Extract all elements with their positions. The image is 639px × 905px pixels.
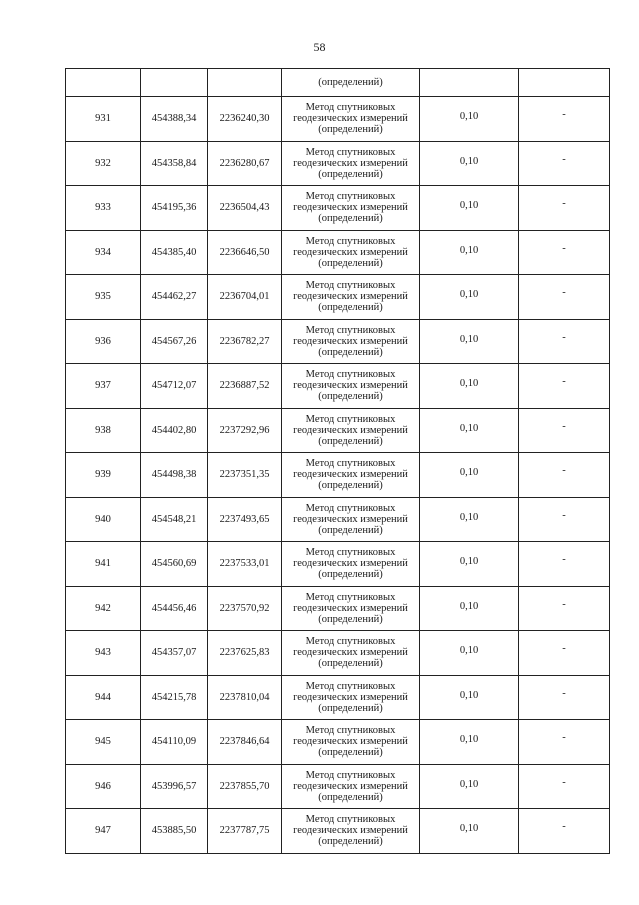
point-number: 941	[66, 542, 141, 587]
accuracy-cell	[420, 364, 519, 409]
coordinate-x: 454215,78	[141, 675, 208, 720]
method-line: геодезических измерений	[293, 424, 408, 436]
method-line: (определений)	[318, 391, 383, 403]
accuracy-cell	[420, 319, 519, 364]
dash-value: -	[562, 109, 566, 121]
extra-cell	[519, 141, 610, 186]
accuracy-value: 0,10	[459, 200, 479, 212]
coordinate-y: 2237570,92	[208, 586, 282, 631]
table-row	[66, 720, 610, 765]
dash-value: -	[562, 198, 566, 210]
dash-value: -	[562, 465, 566, 477]
method-line: (определений)	[318, 168, 383, 180]
method-line: геодезических измерений	[293, 246, 408, 258]
coordinate-x: 454567,26	[141, 319, 208, 364]
accuracy-value: 0,10	[459, 333, 479, 345]
method-line: (определений)	[318, 435, 383, 447]
method-cell	[282, 364, 420, 409]
table-row	[66, 275, 610, 320]
method-cell	[282, 809, 420, 854]
table-row	[66, 675, 610, 720]
extra-cell	[519, 319, 610, 364]
extra-cell	[519, 230, 610, 275]
coordinate-x: 454548,21	[141, 497, 208, 542]
table-row	[66, 364, 610, 409]
coordinate-y: 2236782,27	[208, 319, 282, 364]
dash-value: -	[562, 153, 566, 165]
method-line: геодезических измерений	[293, 780, 408, 792]
point-number: 937	[66, 364, 141, 409]
dash-value: -	[562, 376, 566, 388]
coordinate-y: 2237292,96	[208, 408, 282, 453]
cell-empty	[519, 69, 610, 97]
table-row	[66, 453, 610, 498]
accuracy-cell	[420, 809, 519, 854]
extra-cell	[519, 408, 610, 453]
method-line: геодезических измерений	[293, 469, 408, 481]
accuracy-value: 0,10	[459, 155, 479, 167]
accuracy-value: 0,10	[459, 600, 479, 612]
method-line: (определений)	[318, 613, 383, 625]
method-line: геодезических измерений	[293, 647, 408, 659]
coordinate-x: 453996,57	[141, 764, 208, 809]
method-line: (определений)	[318, 257, 383, 269]
cell-empty	[420, 69, 519, 97]
method-line: Метод спутниковых	[305, 369, 396, 381]
table-continuation-row	[66, 69, 610, 97]
method-cell	[282, 97, 420, 142]
method-line: геодезических измерений	[293, 825, 408, 837]
method-line: (определений)	[318, 569, 383, 581]
coordinate-x: 454498,38	[141, 453, 208, 498]
coordinate-x: 454388,34	[141, 97, 208, 142]
extra-cell	[519, 586, 610, 631]
point-number: 933	[66, 186, 141, 231]
method-line: Метод спутниковых	[305, 547, 396, 559]
accuracy-value: 0,10	[459, 556, 479, 568]
point-number: 947	[66, 809, 141, 854]
coordinate-x: 454456,46	[141, 586, 208, 631]
extra-cell	[519, 542, 610, 587]
coordinate-y: 2237493,65	[208, 497, 282, 542]
accuracy-value: 0,10	[459, 511, 479, 523]
point-number: 942	[66, 586, 141, 631]
dash-value: -	[562, 732, 566, 744]
table-row	[66, 809, 610, 854]
table-row	[66, 586, 610, 631]
method-line: Метод спутниковых	[305, 458, 396, 470]
method-cell	[282, 764, 420, 809]
method-line: Метод спутниковых	[305, 814, 396, 826]
method-line: (определений)	[318, 480, 383, 492]
method-line: геодезических измерений	[293, 602, 408, 614]
dash-value: -	[562, 821, 566, 833]
accuracy-value: 0,10	[459, 778, 479, 790]
point-number: 946	[66, 764, 141, 809]
method-line: Метод спутниковых	[305, 769, 396, 781]
accuracy-value: 0,10	[459, 422, 479, 434]
method-line: Метод спутниковых	[305, 591, 396, 603]
method-line: геодезических измерений	[293, 113, 408, 125]
coordinate-y: 2237787,75	[208, 809, 282, 854]
method-line: Метод спутниковых	[305, 191, 396, 203]
table-row	[66, 764, 610, 809]
accuracy-cell	[420, 275, 519, 320]
method-line: (определений)	[318, 346, 383, 358]
method-line: Метод спутниковых	[305, 636, 396, 648]
point-number: 934	[66, 230, 141, 275]
method-line: Метод спутниковых	[305, 146, 396, 158]
accuracy-cell	[420, 631, 519, 676]
extra-cell	[519, 453, 610, 498]
accuracy-value: 0,10	[459, 823, 479, 835]
dash-value: -	[562, 554, 566, 566]
accuracy-value: 0,10	[459, 378, 479, 390]
table-row	[66, 319, 610, 364]
method-cell	[282, 497, 420, 542]
coordinate-y: 2236280,67	[208, 141, 282, 186]
dash-value: -	[562, 420, 566, 432]
extra-cell	[519, 809, 610, 854]
method-line: (определений)	[318, 836, 383, 848]
accuracy-value: 0,10	[459, 734, 479, 746]
accuracy-value: 0,10	[459, 244, 479, 256]
method-cell	[282, 720, 420, 765]
dash-value: -	[562, 687, 566, 699]
point-number: 944	[66, 675, 141, 720]
extra-cell	[519, 364, 610, 409]
method-line: (определений)	[318, 524, 383, 536]
dash-value: -	[562, 331, 566, 343]
coordinate-y: 2237533,01	[208, 542, 282, 587]
point-number: 940	[66, 497, 141, 542]
point-number: 935	[66, 275, 141, 320]
method-line: (определений)	[318, 702, 383, 714]
coordinate-y: 2237810,04	[208, 675, 282, 720]
dash-value: -	[562, 598, 566, 610]
method-cell	[282, 675, 420, 720]
extra-cell	[519, 186, 610, 231]
point-number: 939	[66, 453, 141, 498]
dash-value: -	[562, 509, 566, 521]
point-number: 943	[66, 631, 141, 676]
point-number: 936	[66, 319, 141, 364]
coordinate-y: 2236504,43	[208, 186, 282, 231]
coordinate-x: 453885,50	[141, 809, 208, 854]
cell-empty	[141, 69, 208, 97]
extra-cell	[519, 497, 610, 542]
method-line: Метод спутниковых	[305, 502, 396, 514]
accuracy-cell	[420, 453, 519, 498]
method-line: Метод спутниковых	[305, 680, 396, 692]
cell-empty	[66, 69, 141, 97]
method-cell	[282, 319, 420, 364]
accuracy-cell	[420, 408, 519, 453]
table-row	[66, 186, 610, 231]
cell-empty	[208, 69, 282, 97]
table-row	[66, 230, 610, 275]
table-row	[66, 141, 610, 186]
method-line: Метод спутниковых	[305, 102, 396, 114]
coordinate-y: 2237846,64	[208, 720, 282, 765]
dash-value: -	[562, 776, 566, 788]
coordinate-y: 2236240,30	[208, 97, 282, 142]
table-row	[66, 97, 610, 142]
extra-cell	[519, 97, 610, 142]
method-cell	[282, 631, 420, 676]
method-line: геодезических измерений	[293, 736, 408, 748]
method-cell	[282, 408, 420, 453]
accuracy-cell	[420, 542, 519, 587]
accuracy-value: 0,10	[459, 467, 479, 479]
table-row	[66, 542, 610, 587]
method-line: (определений)	[318, 213, 383, 225]
method-line: геодезических измерений	[293, 513, 408, 525]
method-line: Метод спутниковых	[305, 324, 396, 336]
accuracy-cell	[420, 186, 519, 231]
coordinate-x: 454110,09	[141, 720, 208, 765]
point-number: 938	[66, 408, 141, 453]
method-line: геодезических измерений	[293, 380, 408, 392]
method-line: геодезических измерений	[293, 202, 408, 214]
method-line: геодезических измерений	[293, 291, 408, 303]
dash-value: -	[562, 287, 566, 299]
accuracy-cell	[420, 586, 519, 631]
method-line: (определений)	[318, 124, 383, 136]
extra-cell	[519, 675, 610, 720]
method-line: Метод спутниковых	[305, 413, 396, 425]
method-cell	[282, 453, 420, 498]
method-cell	[282, 141, 420, 186]
coordinate-x: 454402,80	[141, 408, 208, 453]
accuracy-cell	[420, 97, 519, 142]
coordinate-y: 2237351,35	[208, 453, 282, 498]
method-cell	[282, 542, 420, 587]
accuracy-value: 0,10	[459, 689, 479, 701]
accuracy-cell	[420, 720, 519, 765]
method-line: Метод спутниковых	[305, 235, 396, 247]
coordinate-x: 454358,84	[141, 141, 208, 186]
method-line: геодезических измерений	[293, 335, 408, 347]
table-row	[66, 497, 610, 542]
method-cell	[282, 586, 420, 631]
table-row	[66, 408, 610, 453]
coordinate-x: 454385,40	[141, 230, 208, 275]
method-line: геодезических измерений	[293, 157, 408, 169]
point-number: 932	[66, 141, 141, 186]
coordinate-y: 2237625,83	[208, 631, 282, 676]
accuracy-cell	[420, 764, 519, 809]
table-row	[66, 631, 610, 676]
coordinate-y: 2236704,01	[208, 275, 282, 320]
method-cell	[282, 230, 420, 275]
extra-cell	[519, 631, 610, 676]
method-line: (определений)	[318, 302, 383, 314]
accuracy-value: 0,10	[459, 289, 479, 301]
extra-cell	[519, 275, 610, 320]
point-number: 945	[66, 720, 141, 765]
accuracy-value: 0,10	[459, 111, 479, 123]
coordinate-x: 454357,07	[141, 631, 208, 676]
method-cell	[282, 186, 420, 231]
dash-value: -	[562, 643, 566, 655]
accuracy-cell	[420, 141, 519, 186]
method-line: (определений)	[318, 747, 383, 759]
extra-cell	[519, 720, 610, 765]
accuracy-cell	[420, 675, 519, 720]
coordinates-table	[65, 68, 610, 854]
coordinate-y: 2237855,70	[208, 764, 282, 809]
dash-value: -	[562, 242, 566, 254]
coordinate-x: 454462,27	[141, 275, 208, 320]
accuracy-value: 0,10	[459, 645, 479, 657]
extra-cell	[519, 764, 610, 809]
method-line: Метод спутниковых	[305, 280, 396, 292]
coordinate-y: 2236887,52	[208, 364, 282, 409]
method-cell	[282, 275, 420, 320]
method-line: (определений)	[318, 791, 383, 803]
coordinate-x: 454712,07	[141, 364, 208, 409]
method-line: геодезических измерений	[293, 691, 408, 703]
accuracy-cell	[420, 497, 519, 542]
cell-method-tail: (определений)	[282, 69, 420, 97]
coordinate-x: 454195,36	[141, 186, 208, 231]
method-line: (определений)	[318, 658, 383, 670]
page-number: 58	[313, 40, 326, 54]
accuracy-cell	[420, 230, 519, 275]
method-line: Метод спутниковых	[305, 725, 396, 737]
method-line: геодезических измерений	[293, 558, 408, 570]
coordinate-y: 2236646,50	[208, 230, 282, 275]
coordinate-x: 454560,69	[141, 542, 208, 587]
point-number: 931	[66, 97, 141, 142]
